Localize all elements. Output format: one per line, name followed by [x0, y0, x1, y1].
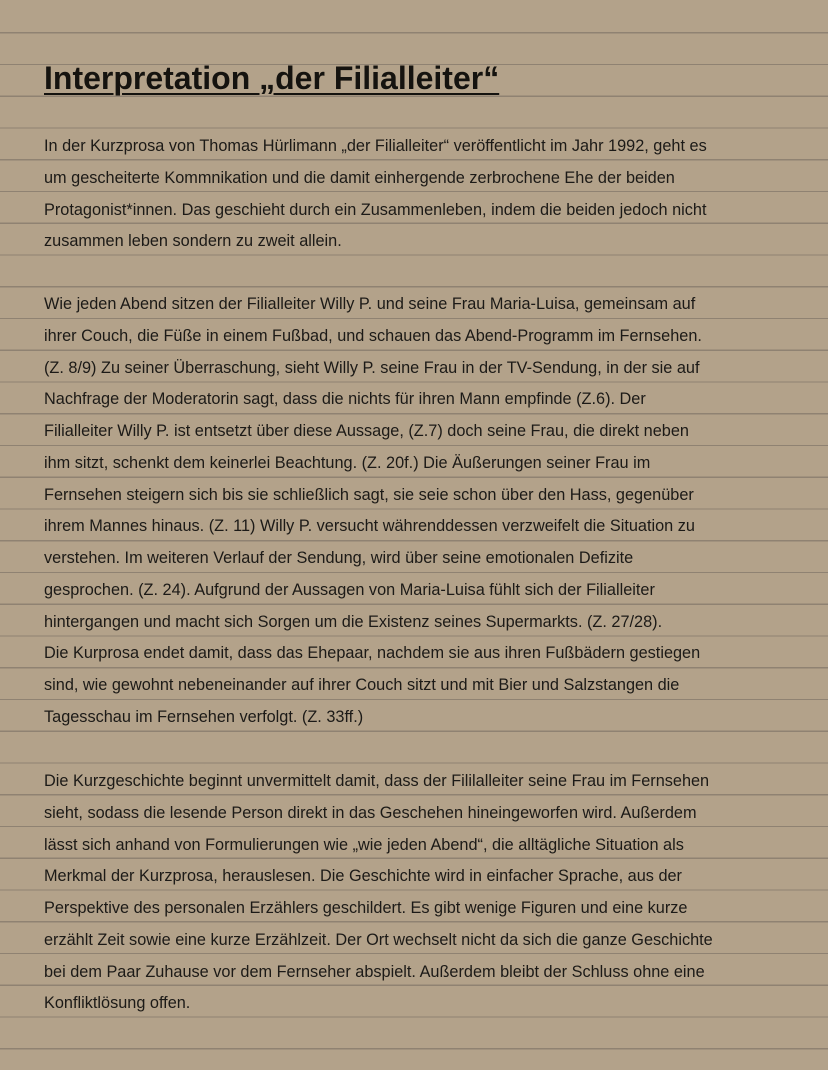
text-line: Perspektive des personalen Erzählers geschildert. Es gibt wenige Figuren und eine kurze [44, 899, 688, 917]
text-line: ihrer Couch, die Füße in einem Fußbad, und schauen das Abend-Programm im Fernsehen. [44, 326, 702, 345]
text-line: Wie jeden Abend sitzen der Filialleiter Willy P. und seine Frau Maria-Luisa, gemeinsam auf [44, 295, 696, 313]
text-line: Konfliktlösung offen. [44, 994, 191, 1013]
text-line: verstehen. Im weiteren Verlauf der Sendung, wird über seine emotionalen Defizite [44, 549, 634, 567]
text-line: Merkmal der Kurzprosa, herauslesen. Die Geschichte wird in einfacher Sprache, aus der [44, 867, 682, 886]
paragraph-introduction [44, 131, 784, 258]
text-line: ihm sitzt, schenkt dem keinerlei Beachtung. (Z. 20f.) Die Äußerungen seiner Frau im [44, 453, 651, 472]
text-line: hintergangen und macht sich Sorgen um die Existenz seines Supermarkts. (Z. 27/28). [44, 612, 663, 631]
text-line: Filialleiter Willy P. ist entsetzt über diese Aussage, (Z.7) doch seine Frau, die direkt neben [44, 422, 689, 440]
text-line: Die Kurprosa endet damit, dass das Ehepaar, nachdem sie aus ihren Fußbädern gestiegen [44, 644, 701, 663]
text-line: In der Kurzprosa von Thomas Hürlimann „der Filialleiter“ veröffentlicht im Jahr 1992, geht es [44, 137, 707, 155]
text-line: (Z. 8/9) Zu seiner Überraschung, sieht Willy P. seine Frau in der TV-Sendung, in der sie auf [44, 358, 700, 377]
text-line: Fernsehen steigern sich bis sie schließlich sagt, sie seie schon über den Hass, gegenüber [44, 485, 694, 504]
text-line: Nachfrage der Moderatorin sagt, dass die nichts für ihren Mann empfinde (Z.6). Der [44, 390, 646, 409]
text-line: ihrem Mannes hinaus. (Z. 11) Willy P. versucht währenddessen verzweifelt die Situation zu [44, 517, 695, 536]
text-line: erzählt Zeit sowie eine kurze Erzählzeit. Der Ort wechselt nicht da sich die ganze Geschichte [44, 930, 713, 949]
page-title: Interpretation „der Filialleiter“ [44, 60, 500, 96]
text-line: Tagesschau im Fernsehen verfolgt. (Z. 33ff.) [44, 707, 364, 726]
text-line: Protagonist*innen. Das geschieht durch ein Zusammenleben, indem die beiden jedoch nicht [44, 200, 707, 219]
text-line: sind, wie gewohnt nebeneinander auf ihrer Couch sitzt und mit Bier und Salzstangen die [44, 676, 680, 694]
text-line: lässt sich anhand von Formulierungen wie „wie jeden Abend“, die alltägliche Situation als [44, 835, 684, 854]
paragraph-analysis [44, 766, 784, 1020]
text-line: Die Kurzgeschichte beginnt unvermittelt damit, dass der Fililalleiter seine Frau im Fernsehen [44, 772, 710, 790]
text-line: bei dem Paar Zuhause vor dem Fernseher abspielt. Außerdem bleibt der Schluss ohne eine [44, 962, 705, 981]
text-line: um gescheiterte Kommnikation und die damit einhergende zerbrochene Ehe der beiden [44, 168, 675, 187]
text-line: gesprochen. (Z. 24). Aufgrund der Aussagen von Maria-Luisa fühlt sich der Filialleiter [44, 580, 655, 599]
text-line: sieht, sodass die lesende Person direkt in das Geschehen hineingeworfen wird. Außerdem [44, 803, 697, 822]
paragraph-summary [44, 289, 784, 734]
text-line: zusammen leben sondern zu zweit allein. [44, 232, 342, 251]
